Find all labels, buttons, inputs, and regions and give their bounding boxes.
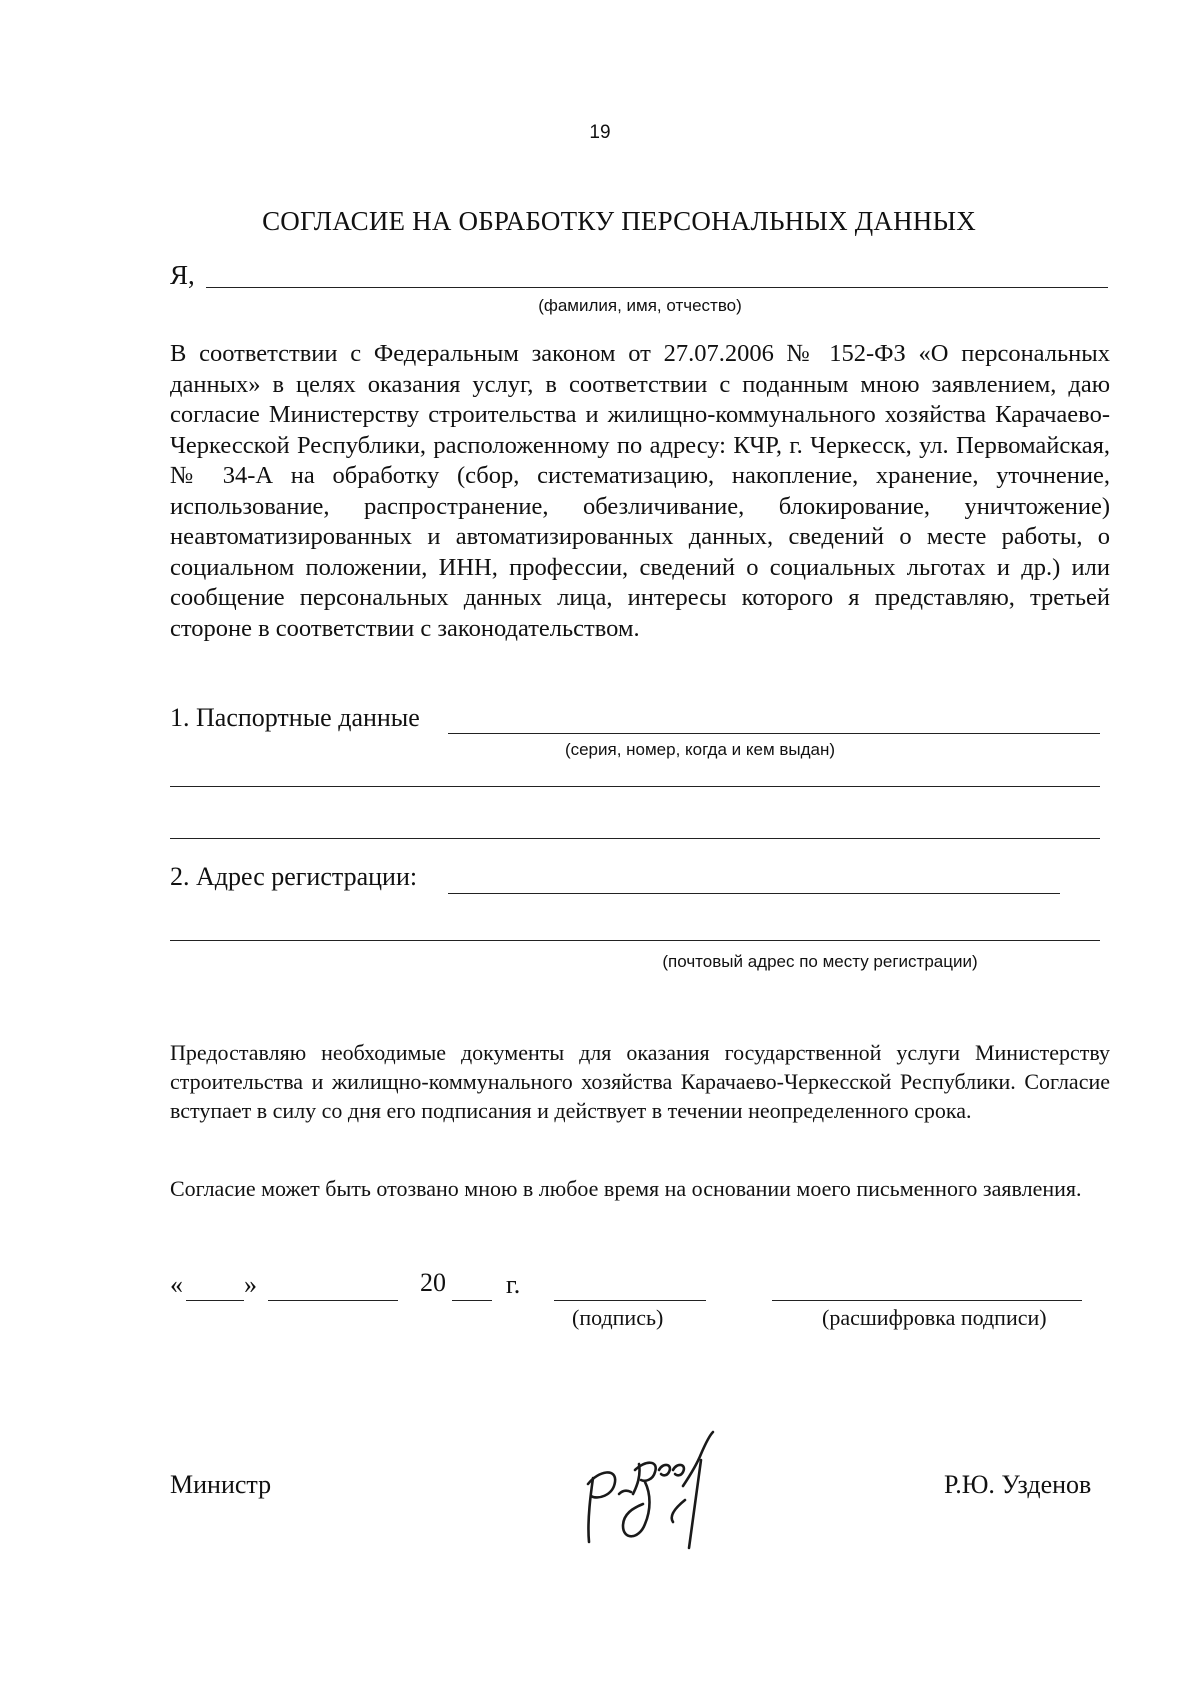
date-day-line[interactable] [186,1300,244,1301]
address-hint: (почтовый адрес по месту регистрации) [662,952,978,971]
handwritten-signature [575,1430,745,1560]
minister-title: Министр [170,1470,272,1499]
fio-line[interactable] [206,287,1108,288]
documents-paragraph: Предоставляю необходимые документы для оказания государственной услуги Министерству строительства и жилищно-коммунального хозяйства Карачаево-Черкесской Республики. Согласие вступает в силу со дня его подписания и действует в течении неопределенного срока. [170,1040,1110,1123]
passport-hint: (серия, номер, когда и кем выдан) [564,740,836,759]
fio-prefix: Я, [170,260,195,290]
decode-hint: (расшифровка подписи) [822,1305,1047,1330]
address-line[interactable] [448,893,1060,894]
passport-line[interactable] [448,733,1100,734]
date-year-suffix: г. [506,1270,521,1299]
date-close-quote: » [244,1270,257,1299]
address-label: 2. Адрес регистрации: [170,862,418,891]
date-year-prefix: 20 [420,1268,446,1297]
date-open-quote: « [170,1270,183,1299]
minister-name: Р.Ю. Узденов [944,1470,1092,1499]
address-line-2[interactable] [170,940,1100,941]
date-month-line[interactable] [268,1300,398,1301]
signature-hint: (подпись) [572,1305,664,1330]
page-number: 19 [589,122,611,143]
decode-line[interactable] [772,1300,1082,1301]
fio-hint: (фамилия, имя, отчество) [538,296,742,315]
passport-label: 1. Паспортные данные [170,703,420,732]
passport-line-2[interactable] [170,786,1100,787]
document-title: СОГЛАСИЕ НА ОБРАБОТКУ ПЕРСОНАЛЬНЫХ ДАННЫХ [262,206,976,236]
consent-paragraph: В соответствии с Федеральным законом от 27.07.2006 № 152-ФЗ «О персональных данных» в целях оказания услуг, в соответствии с поданным мною заявлением, даю согласие Министерству строительства и жилищно-коммунального хозяйства Карачаево-Черкесской Республики, расположенному по адресу: КЧР, г. Черкесск, ул. Первомайская, № 34-А на обработку (сбор, систематизацию, накопление, хранение, уточнение, использование, распространение, обезличивание, блокирование, уничтожение) неавтоматизированных и автоматизированных данных, сведений о месте работы, о социальном положении, ИНН, профессии, сведений о социальных льготах и др.) или сообщение персональных данных лица, интересы которого я представляю, третьей стороне в соответствии с законодательством. [170,340,1110,642]
revoke-paragraph: Согласие может быть отозвано мною в любое время на основании моего письменного заявления. [170,1176,1082,1201]
signature-line[interactable] [554,1300,706,1301]
date-year-line[interactable] [452,1300,492,1301]
passport-line-3[interactable] [170,838,1100,839]
